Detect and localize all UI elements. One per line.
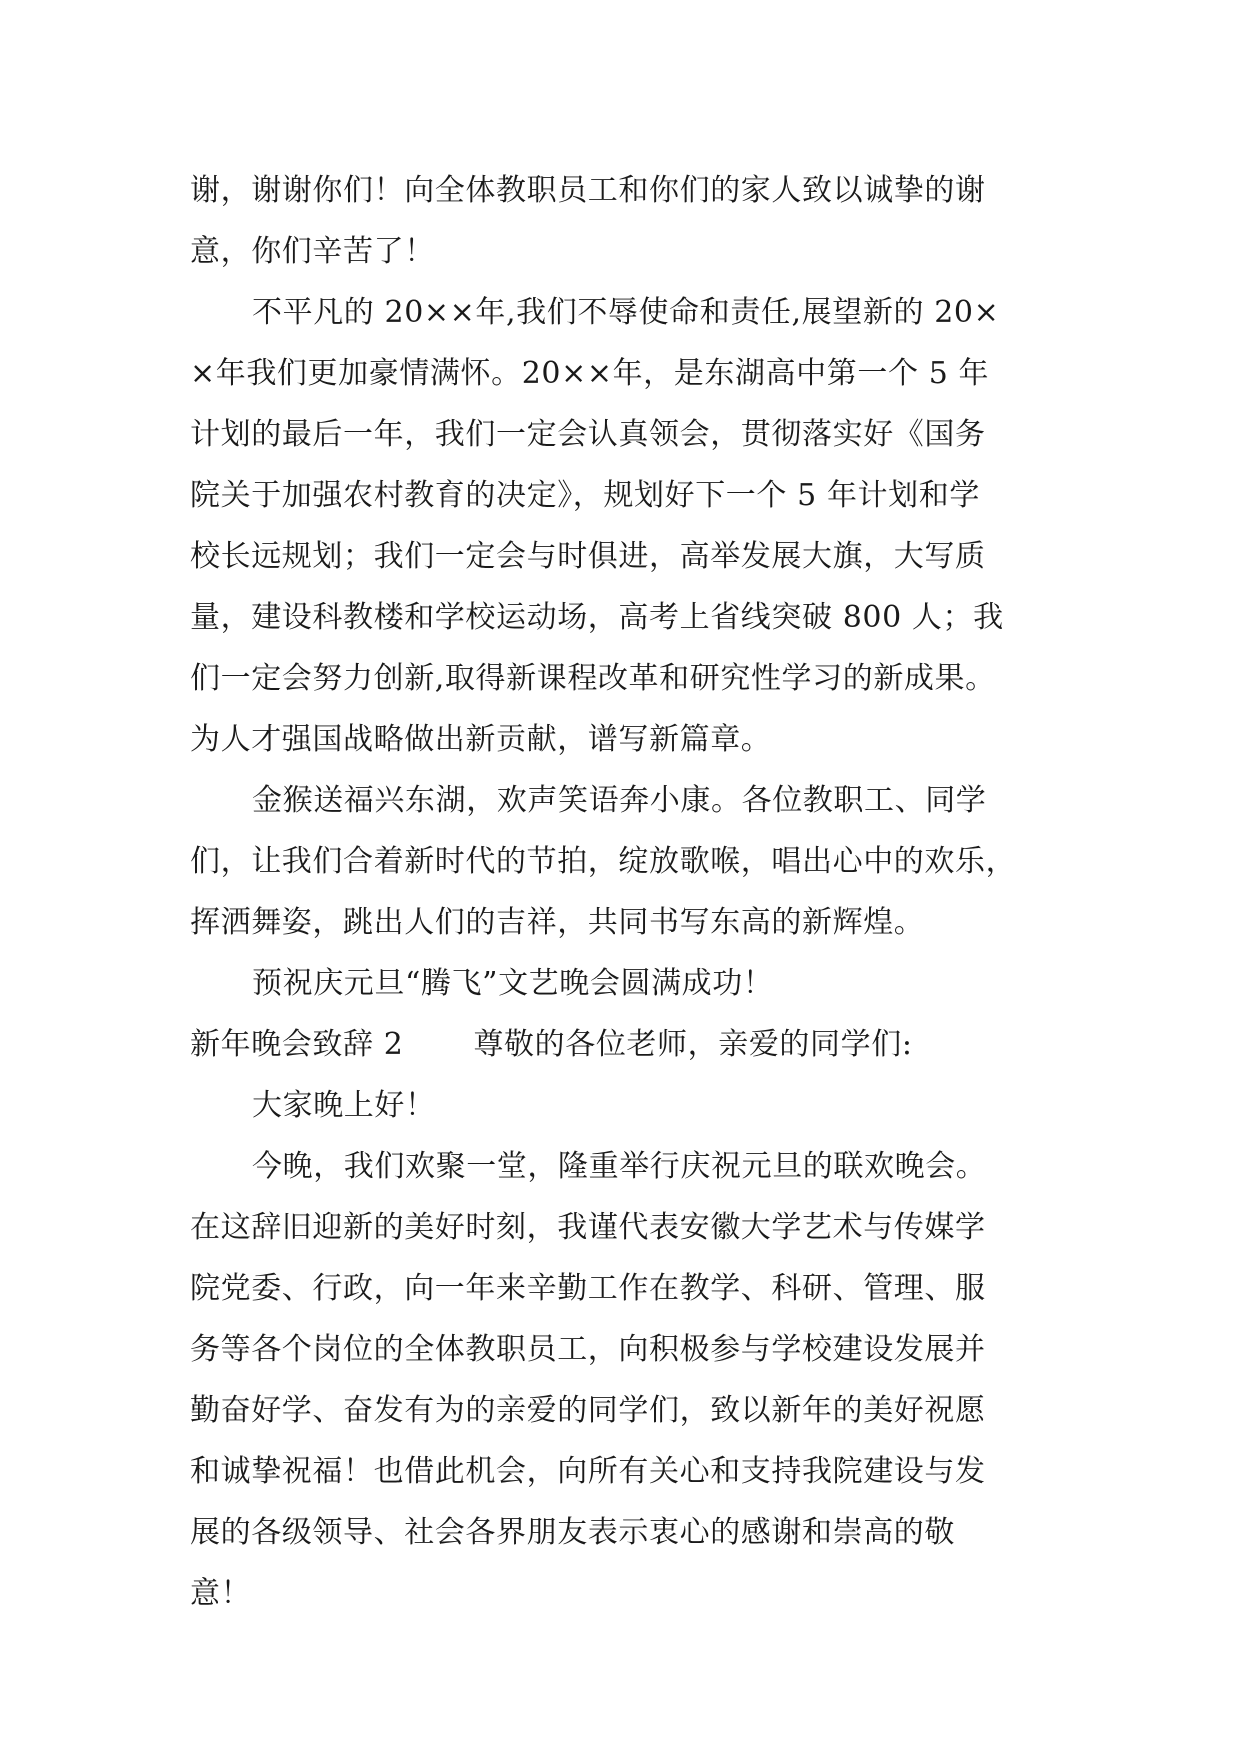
text-line: 在这辞旧迎新的美好时刻，我谨代表安徽大学艺术与传媒学 — [190, 1210, 986, 1245]
text-line: 和诚挚祝福！也借此机会，向所有关心和支持我院建设与发 — [190, 1454, 986, 1489]
section-title: 新年晚会致辞 2 — [190, 1027, 404, 1062]
paragraph-thanks — [190, 160, 1070, 282]
paragraph-plans — [190, 282, 1070, 770]
text-line: 挥洒舞姿，跳出人们的吉祥，共同书写东高的新辉煌。 — [190, 905, 925, 940]
text-line: 意，你们辛苦了！ — [190, 234, 435, 269]
salutation: 尊敬的各位老师，亲爱的同学们: — [473, 1027, 913, 1062]
text-line: 今晚，我们欢聚一堂，隆重举行庆祝元旦的联欢晚会。 — [252, 1149, 987, 1184]
section-heading — [190, 1014, 1070, 1075]
paragraph-speech — [190, 1136, 1070, 1624]
paragraph-wish — [190, 953, 1070, 1014]
paragraph-blessing — [190, 770, 1070, 953]
text-line: ×年我们更加豪情满怀。20××年，是东湖高中第一个 5 年 — [190, 356, 990, 391]
text-line: 院党委、行政，向一年来辛勤工作在教学、科研、管理、服 — [190, 1271, 986, 1306]
text-line: 量，建设科教楼和学校运动场，高考上省线突破 800 人；我 — [190, 600, 1004, 635]
text-line: 务等各个岗位的全体教职员工，向积极参与学校建设发展并 — [190, 1332, 986, 1367]
text-line: 金猴送福兴东湖，欢声笑语奔小康。各位教职工、同学 — [252, 783, 987, 818]
text-line: 们一定会努力创新,取得新课程改革和研究性学习的新成果。 — [190, 661, 996, 696]
text-line: 们，让我们合着新时代的节拍，绽放歌喉，唱出心中的欢乐， — [190, 844, 1017, 879]
text-line: 为人才强国战略做出新贡献，谱写新篇章。 — [190, 722, 772, 757]
text-line: 意！ — [190, 1576, 252, 1611]
text-line: 计划的最后一年，我们一定会认真领会，贯彻落实好《国务 — [190, 417, 986, 452]
text-line: 不平凡的 20××年,我们不辱使命和责任,展望新的 20× — [252, 295, 1000, 330]
text-line: 谢，谢谢你们！向全体教职员工和你们的家人致以诚挚的谢 — [190, 173, 986, 208]
text-line: 院关于加强农村教育的决定》，规划好下一个 5 年计划和学 — [190, 478, 980, 513]
text-line: 校长远规划；我们一定会与时俱进，高举发展大旗，大写质 — [190, 539, 986, 574]
text-line: 大家晚上好！ — [252, 1088, 436, 1123]
text-line: 展的各级领导、社会各界朋友表示衷心的感谢和崇高的敬 — [190, 1515, 955, 1550]
paragraph-greeting — [190, 1075, 1070, 1136]
text-line: 勤奋好学、奋发有为的亲爱的同学们，致以新年的美好祝愿 — [190, 1393, 986, 1428]
document-body — [190, 160, 1070, 1624]
text-line: 预祝庆元旦“腾飞”文艺晚会圆满成功！ — [252, 966, 774, 1001]
